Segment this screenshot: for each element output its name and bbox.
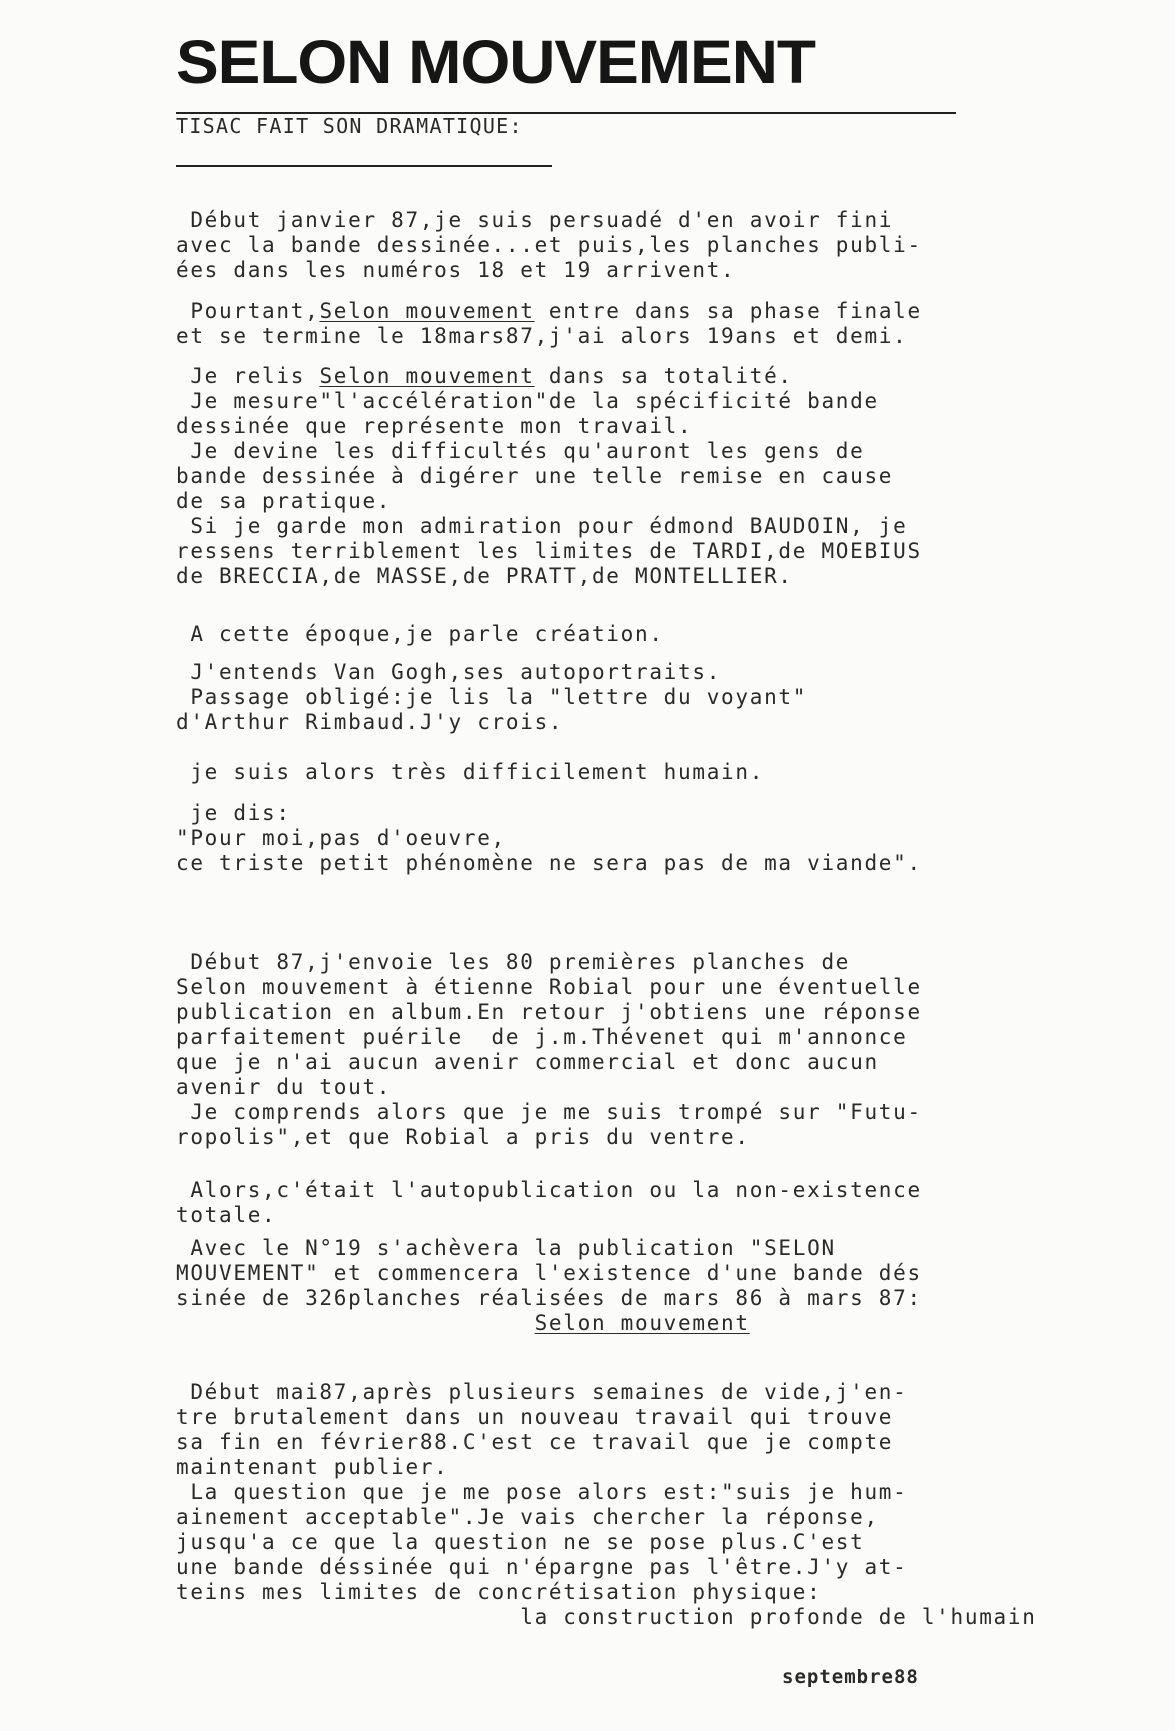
text-segment: Pourtant,	[176, 299, 320, 323]
text-line: Début mai87,après plusieurs semaines de vide,j'en-	[176, 1380, 908, 1404]
text-indent	[176, 1311, 535, 1335]
text-line: Début janvier 87,je suis persuadé d'en avoir fini	[176, 208, 894, 232]
text-line: je suis alors très difficilement humain.	[176, 760, 765, 784]
date-signature: septembre88	[782, 1666, 919, 1688]
paragraph	[176, 660, 976, 735]
text-line: A cette époque,je parle création.	[176, 622, 664, 646]
text-line: Alors,c'était l'autopublication ou la non-existence	[176, 1178, 922, 1202]
text-line: maintenant publier.	[176, 1455, 449, 1479]
text-line: une bande déssinée qui n'épargne pas l'être.J'y at-	[176, 1555, 908, 1579]
underlined-title: Selon mouvement	[319, 299, 535, 323]
subtitle-divider	[176, 165, 552, 167]
text-line: ées dans les numéros 18 et 19 arrivent.	[176, 258, 736, 282]
text-line: Début 87,j'envoie les 80 premières planches de	[176, 950, 851, 974]
text-line: la construction profonde de l'humain	[176, 1605, 1037, 1629]
underlined-title: Selon mouvement	[534, 1311, 750, 1335]
text-line: totale.	[176, 1203, 277, 1227]
text-line: que je n'ai aucun avenir commercial et donc aucun	[176, 1050, 879, 1074]
subtitle: TISAC FAIT SON DRAMATIQUE:	[176, 114, 523, 138]
underlined-title: Selon mouvement	[319, 364, 535, 388]
text-line: Si je garde mon admiration pour édmond BAUDOIN, je	[176, 514, 908, 538]
paragraph	[176, 950, 976, 1150]
text-line: "Pour moi,pas d'oeuvre,	[176, 826, 506, 850]
text-line: je dis:	[176, 801, 291, 825]
text-line: MOUVEMENT" et commencera l'existence d'une bande dés	[176, 1261, 922, 1285]
text-line: ressens terriblement les limites de TARDI,de MOEBIUS	[176, 539, 922, 563]
text-line: Selon mouvement à étienne Robial pour une éventuelle	[176, 975, 922, 999]
paragraph	[176, 801, 976, 876]
text-line: sinée de 326planches réalisées de mars 86 à mars 87:	[176, 1286, 922, 1310]
paragraph	[176, 622, 976, 647]
text-line: sa fin en février88.C'est ce travail que je compte	[176, 1430, 894, 1454]
paragraph	[176, 760, 976, 785]
text-line: tre brutalement dans un nouveau travail qui trouve	[176, 1405, 894, 1429]
text-line: J'entends Van Gogh,ses autoportraits.	[176, 660, 722, 684]
text-segment: entre dans sa phase finale	[534, 299, 922, 323]
text-line: jusqu'a ce que la question ne se pose plus.C'est	[176, 1530, 865, 1554]
text-line: publication en album.En retour j'obtiens une réponse	[176, 1000, 922, 1024]
text-line: ropolis",et que Robial a pris du ventre.	[176, 1125, 750, 1149]
text-line: de sa pratique.	[176, 489, 392, 513]
text-line: d'Arthur Rimbaud.J'y crois.	[176, 710, 564, 734]
text-line: de BRECCIA,de MASSE,de PRATT,de MONTELLIER.	[176, 564, 793, 588]
page-title: SELON MOUVEMENT	[176, 28, 816, 96]
text-line: Passage obligé:je lis la "lettre du voyant"	[176, 685, 808, 709]
text-line: et se termine le 18mars87,j'ai alors 19ans et demi.	[176, 324, 908, 348]
text-line: Je comprends alors que je me suis trompé sur "Futu-	[176, 1100, 922, 1124]
text-line: ce triste petit phénomène ne sera pas de ma viande".	[176, 851, 922, 875]
text-line: Je devine les difficultés qu'auront les gens de	[176, 439, 865, 463]
text-line: avec la bande dessinée...et puis,les planches publi-	[176, 233, 922, 257]
text-line: bande dessinée à digérer une telle remise en cause	[176, 464, 894, 488]
paragraph	[176, 364, 976, 589]
text-line: dessinée que représente mon travail.	[176, 414, 693, 438]
text-segment: Je relis	[176, 364, 320, 388]
text-line: Avec le N°19 s'achèvera la publication "SELON	[176, 1236, 836, 1260]
paragraph	[176, 208, 976, 283]
paragraph	[176, 299, 976, 349]
text-line: parfaitement puérile de j.m.Thévenet qui m'annonce	[176, 1025, 908, 1049]
text-segment: dans sa totalité.	[534, 364, 793, 388]
text-line: teins mes limites de concrétisation physique:	[176, 1580, 822, 1604]
paragraph	[176, 1380, 1037, 1630]
text-line: ainement acceptable".Je vais chercher la réponse,	[176, 1505, 879, 1529]
text-line: La question que je me pose alors est:"suis je hum-	[176, 1480, 908, 1504]
text-line: avenir du tout.	[176, 1075, 392, 1099]
text-line: Je mesure"l'accélération"de la spécificité bande	[176, 389, 879, 413]
paragraph	[176, 1178, 976, 1228]
paragraph	[176, 1236, 976, 1336]
